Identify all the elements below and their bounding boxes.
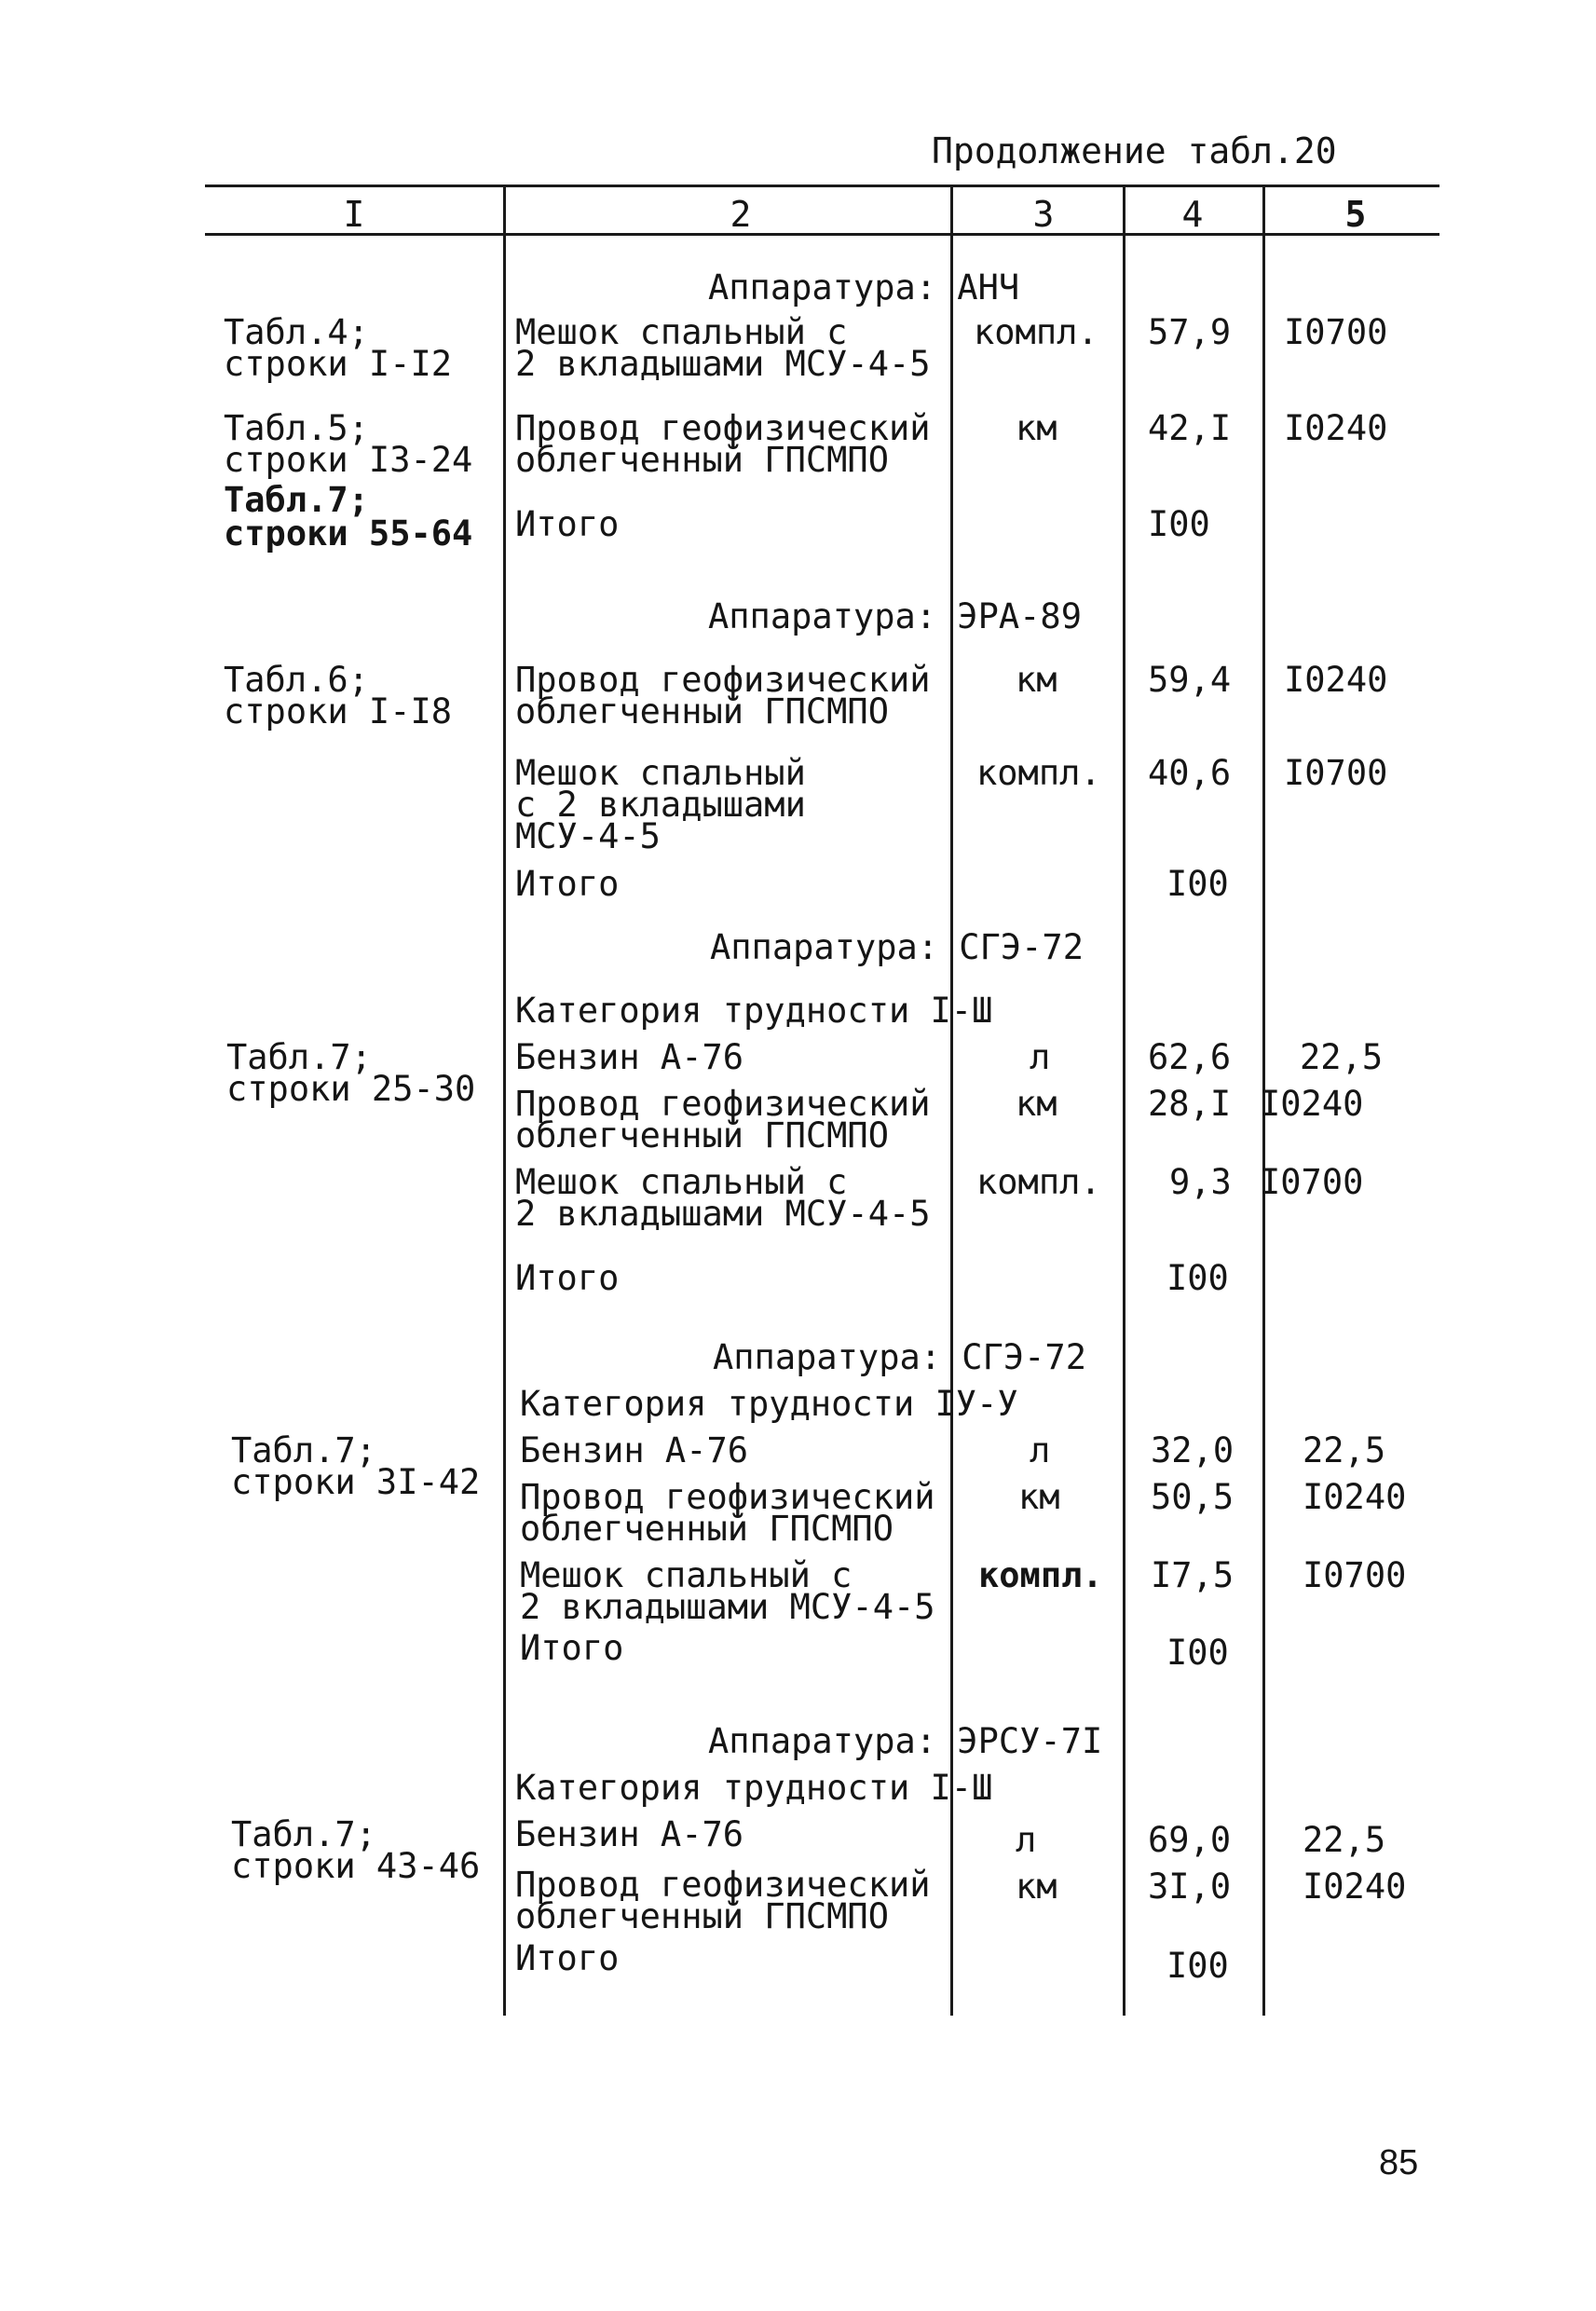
- item-unit: л: [1030, 1430, 1051, 1470]
- item-unit: компл.: [974, 312, 1098, 352]
- item-code: 22,5: [1303, 1820, 1386, 1860]
- item-name: Провод геофизический: [515, 660, 931, 700]
- item-code: I0700: [1303, 1555, 1407, 1595]
- item-name: Бензин А-76: [520, 1430, 749, 1470]
- table-reference-rows: строки I-I2: [224, 344, 453, 384]
- item-name: Бензин А-76: [515, 1037, 744, 1077]
- apparatus-heading: Аппаратура: АНЧ: [708, 267, 1020, 308]
- item-code: I0700: [1284, 753, 1388, 793]
- difficulty-category: Категория трудности IУ-У: [520, 1384, 1018, 1424]
- item-name: Провод геофизический: [515, 1084, 931, 1124]
- item-unit: км: [1016, 408, 1057, 448]
- column-header-4: 4: [1181, 194, 1204, 235]
- header-top-rule: [205, 185, 1439, 187]
- apparatus-heading: Аппаратура: СГЭ-72: [713, 1337, 1086, 1377]
- total-share: I00: [1166, 1258, 1229, 1298]
- item-unit: компл.: [976, 1162, 1101, 1202]
- item-code: I0240: [1284, 660, 1388, 700]
- item-name: облегченный ГПСМПО: [515, 691, 889, 732]
- item-unit: км: [1016, 660, 1057, 700]
- item-name: облегченный ГПСМПО: [520, 1509, 893, 1549]
- item-name: 2 вкладышами МСУ-4-5: [520, 1587, 935, 1627]
- item-code: 22,5: [1303, 1430, 1386, 1470]
- item-name: Мешок спальный с: [515, 312, 848, 352]
- total-label: Итого: [515, 1938, 620, 1978]
- item-unit: компл.: [976, 753, 1101, 793]
- item-code: I0240: [1303, 1477, 1407, 1517]
- item-name: Бензин А-76: [515, 1814, 744, 1854]
- item-name: Провод геофизический: [515, 408, 931, 448]
- item-name: МСУ-4-5: [515, 816, 661, 856]
- item-name: облегченный ГПСМПО: [515, 440, 889, 480]
- table-reference-rows: строки 3I-42: [231, 1462, 481, 1502]
- column-rule-3: [1123, 185, 1125, 2016]
- item-share: 50,5: [1151, 1477, 1235, 1517]
- apparatus-heading: Аппаратура: ЭРСУ-7I: [708, 1721, 1103, 1761]
- item-name: Мешок спальный: [515, 753, 806, 793]
- item-unit: км: [1016, 1867, 1057, 1907]
- item-share: 9,3: [1169, 1162, 1232, 1202]
- total-label: Итого: [515, 504, 620, 544]
- item-name: облегченный ГПСМПО: [515, 1115, 889, 1156]
- table-reference-rows: строки 43-46: [231, 1846, 481, 1886]
- total-share: I00: [1148, 504, 1210, 544]
- item-code: I0700: [1260, 1162, 1364, 1202]
- item-name: Провод геофизический: [515, 1865, 931, 1905]
- item-name: Мешок спальный с: [515, 1162, 848, 1202]
- item-name: 2 вкладышами МСУ-4-5: [515, 344, 931, 384]
- table-reference: Табл.6;: [224, 660, 369, 700]
- table-reference: Табл.5;: [224, 408, 369, 448]
- table-reference-rows: строки 55-64: [224, 513, 473, 554]
- item-name: облегченный ГПСМПО: [515, 1896, 889, 1936]
- item-share: 62,6: [1148, 1037, 1232, 1077]
- difficulty-category: Категория трудности I-Ш: [515, 991, 993, 1031]
- total-label: Итого: [515, 1258, 620, 1298]
- apparatus-heading: Аппаратура: ЭРА-89: [708, 596, 1082, 636]
- item-name: Провод геофизический: [520, 1477, 935, 1517]
- column-header-1: I: [343, 194, 365, 235]
- total-share: I00: [1166, 1633, 1229, 1673]
- item-unit: л: [1030, 1037, 1051, 1077]
- column-header-5: 5: [1344, 194, 1367, 235]
- table-reference: Табл.7;: [231, 1814, 376, 1854]
- table-reference: Табл.4;: [224, 312, 369, 352]
- page-number: 85: [1379, 2143, 1419, 2182]
- item-share: 57,9: [1148, 312, 1232, 352]
- difficulty-category: Категория трудности I-Ш: [515, 1768, 993, 1808]
- item-unit: км: [1018, 1477, 1060, 1517]
- total-label: Итого: [515, 864, 620, 904]
- item-name: с 2 вкладышами: [515, 785, 806, 825]
- item-code: I0240: [1303, 1867, 1407, 1907]
- item-share: 42,I: [1148, 408, 1232, 448]
- item-unit: л: [1016, 1820, 1037, 1860]
- total-share: I00: [1166, 1946, 1229, 1986]
- table-reference: Табл.7;: [231, 1430, 376, 1470]
- item-code: I0240: [1260, 1084, 1364, 1124]
- item-name: 2 вкладышами МСУ-4-5: [515, 1194, 931, 1234]
- table-reference-rows: строки I3-24: [224, 440, 473, 480]
- item-code: I0240: [1284, 408, 1388, 448]
- column-header-2: 2: [730, 194, 752, 235]
- item-unit: компл.: [978, 1555, 1103, 1595]
- table-reference-rows: строки I-I8: [224, 691, 453, 732]
- item-share: I7,5: [1151, 1555, 1235, 1595]
- item-code: 22,5: [1300, 1037, 1384, 1077]
- apparatus-heading: Аппаратура: СГЭ-72: [710, 927, 1084, 967]
- item-share: 40,6: [1148, 753, 1232, 793]
- table-reference: Табл.7;: [224, 480, 369, 520]
- column-rule-1: [503, 185, 506, 2016]
- table-caption: Продолжение табл.20: [932, 130, 1337, 171]
- item-share: 69,0: [1148, 1820, 1232, 1860]
- item-share: 32,0: [1151, 1430, 1235, 1470]
- item-unit: км: [1016, 1084, 1057, 1124]
- item-name: Мешок спальный с: [520, 1555, 853, 1595]
- item-share: 3I,0: [1148, 1867, 1232, 1907]
- table-reference-rows: строки 25-30: [226, 1069, 476, 1109]
- item-code: I0700: [1284, 312, 1388, 352]
- item-share: 59,4: [1148, 660, 1232, 700]
- item-share: 28,I: [1148, 1084, 1232, 1124]
- total-share: I00: [1166, 864, 1229, 904]
- column-header-3: 3: [1032, 194, 1055, 235]
- total-label: Итого: [520, 1628, 624, 1668]
- table-reference: Табл.7;: [226, 1037, 372, 1077]
